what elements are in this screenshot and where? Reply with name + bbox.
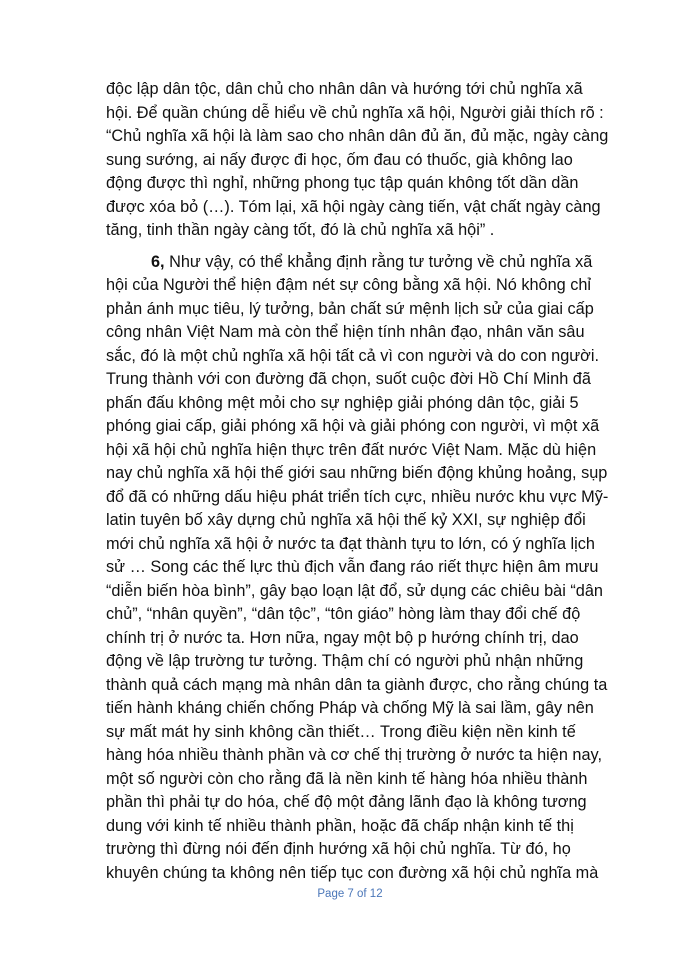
- paragraph-number: 6,: [151, 252, 165, 271]
- text-line: hàng hóa nhiều thành phần và cơ chế thị trường ở nước ta hiện nay,: [106, 746, 602, 764]
- text-line: thành quả cách mạng mà nhân dân ta giành được, cho rằng chúng ta: [106, 675, 608, 694]
- text-line: sắc, đó là một chủ nghĩa xã hội tất cả vì con người và do con người.: [106, 346, 599, 365]
- text-line: trường thì đừng nói đến định hướng xã hội chủ nghĩa. Từ đó, họ: [106, 840, 571, 858]
- text-line-rest: Như vậy, có thể khẳng định rằng tư tưởng về chủ nghĩa xã: [164, 252, 593, 271]
- text-line: động được thì nghỉ, những phong tục tập quán không tốt dần dần: [106, 174, 579, 192]
- text-line: tăng, tinh thần ngày càng tốt, đó là chủ nghĩa xã hội” .: [106, 221, 495, 239]
- text-line: “diễn biến hòa bình”, gây bạo loạn lật đổ, sử dụng các chiêu bài “dân: [106, 581, 603, 600]
- page-number-label: Page 7 of 12: [317, 888, 383, 900]
- paragraph-gap: [106, 243, 616, 251]
- text-line: “Chủ nghĩa xã hội là làm sao cho nhân dân đủ ăn, đủ mặc, ngày càng: [106, 127, 609, 145]
- text-line: được xóa bỏ (…). Tóm lại, xã hội ngày càng tiến, vật chất ngày càng: [106, 197, 601, 216]
- text-line: latin tuyên bố xây dựng chủ nghĩa xã hội thế kỷ XXI, sự nghiệp đổi: [106, 511, 586, 529]
- text-line: phấn đấu không mệt mỏi cho sự nghiệp giải phóng dân tộc, giải 5: [106, 393, 579, 412]
- text-line: tiến hành kháng chiến chống Pháp và chống Mỹ là sai lầm, gây nên: [106, 699, 594, 717]
- text-line: mới chủ nghĩa xã hội ở nước ta đạt thành tựu to lớn, có ý nghĩa lịch: [106, 534, 595, 553]
- paragraph-1: [106, 78, 616, 243]
- text-line: phần thì phải tự do hóa, chế độ một đảng lãnh đạo là không tương: [106, 793, 587, 811]
- text-line: chính trị ở nước ta. Hơn nữa, ngay một bộ p hướng chính trị, dao: [106, 628, 579, 647]
- text-line: phản ánh mục tiêu, lý tưởng, bản chất sứ mệnh lịch sử của giai cấp: [106, 299, 594, 318]
- text-line: độc lập dân tộc, dân chủ cho nhân dân và hướng tới chủ nghĩa xã: [106, 80, 583, 98]
- text-line: chủ”, “nhân quyền”, “dân tộc”, “tôn giáo” hòng làm thay đổi chế độ: [106, 605, 581, 623]
- text-line: một số người còn cho rằng đã là nền kinh tế hàng hóa nhiều thành: [106, 769, 588, 788]
- paragraph-2: [106, 251, 616, 886]
- text-line: dung với kinh tế nhiều thành phần, hoặc đã chấp nhận kinh tế thị: [106, 816, 574, 835]
- text-line: sung sướng, ai nấy được đi học, ốm đau có thuốc, già không lao: [106, 150, 573, 169]
- text-line: nay chủ nghĩa xã hội thế giới sau những biến động khủng hoảng, sụp: [106, 464, 608, 482]
- text-line: động về lập trường tư tưởng. Thậm chí có người phủ nhận những: [106, 652, 584, 670]
- text-line: hội xã hội chủ nghĩa hiện thực trên đất nước Việt Nam. Mặc dù hiện: [106, 440, 597, 459]
- text-line: sử … Song các thế lực thù địch vẫn đang ráo riết thực hiện âm mưu: [106, 558, 599, 576]
- text-line: Trung thành với con đường đã chọn, suốt cuộc đời Hồ Chí Minh đã: [106, 370, 591, 388]
- body-text: [106, 78, 616, 885]
- text-line-first: [106, 251, 616, 275]
- page-footer: [0, 888, 700, 900]
- text-line: công nhân Việt Nam mà còn thể hiện tính nhân đạo, nhân văn sâu: [106, 323, 585, 341]
- text-line: hội của Người thể hiện đậm nét sự công bằng xã hội. Nó không chỉ: [106, 276, 592, 294]
- text-line: sự mất mát hy sinh không cần thiết… Trong điều kiện nền kinh tế: [106, 722, 576, 741]
- text-line: đổ đã có những dấu hiệu phát triển tích cực, nhiều nước khu vực Mỹ-: [106, 487, 609, 506]
- text-line: khuyên chúng ta không nên tiếp tục con đường xã hội chủ nghĩa mà: [106, 863, 599, 882]
- text-line: hội. Để quần chúng dễ hiểu về chủ nghĩa xã hội, Người giải thích rõ :: [106, 103, 604, 122]
- text-line: phóng giai cấp, giải phóng xã hội và giải phóng con người, vì một xã: [106, 417, 600, 435]
